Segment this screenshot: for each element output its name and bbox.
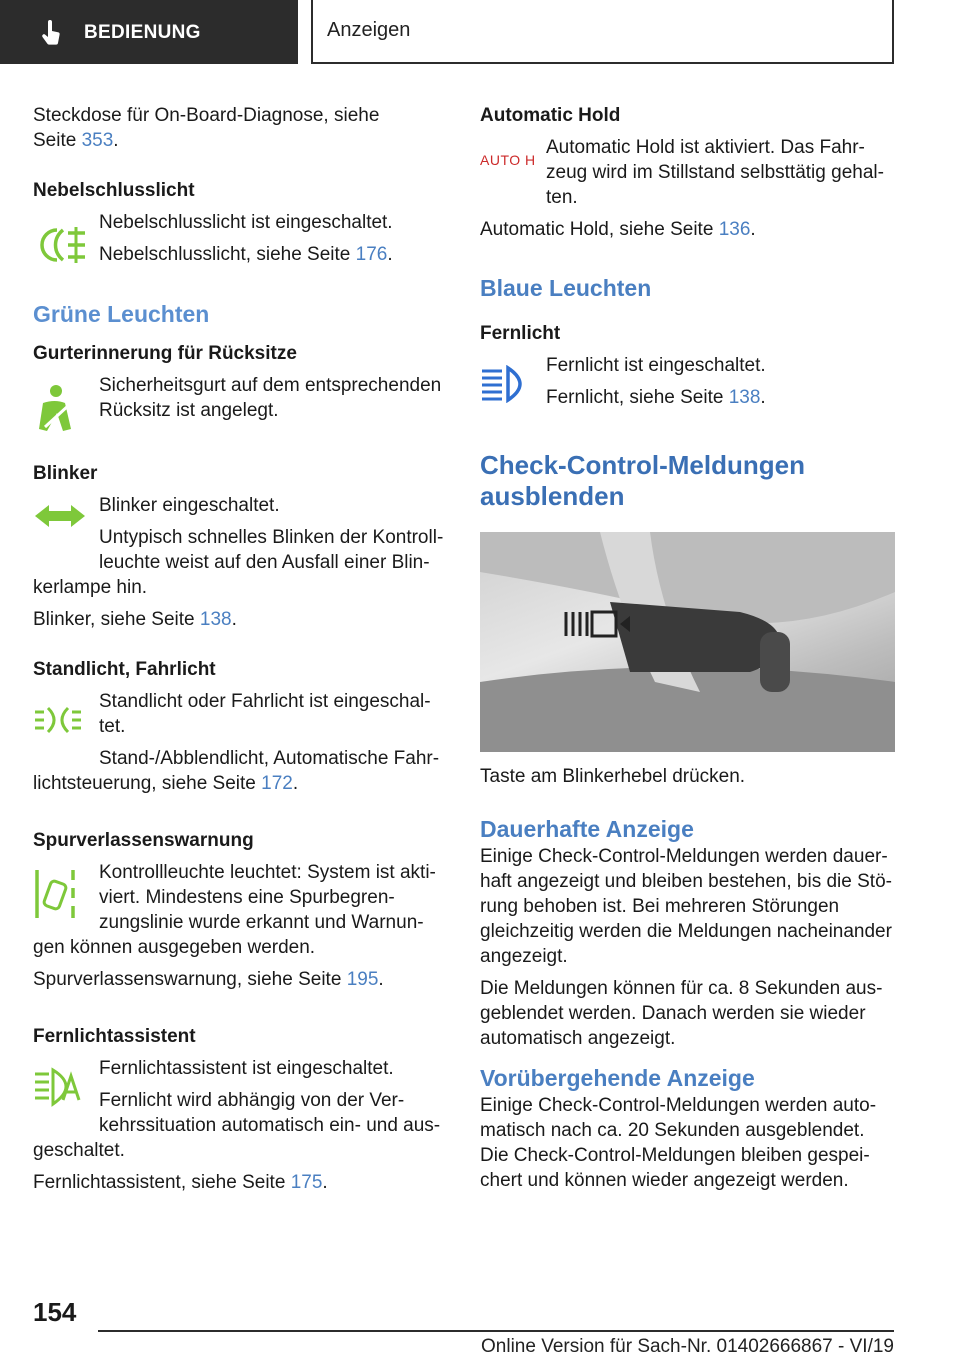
dauer-heading: Dauerhafte Anzeige [480,816,694,842]
vor-text-4: chert und können wieder angezeigt werden. [480,1170,849,1191]
page-link-138b[interactable]: 138 [728,387,761,408]
fern-text-2: Fernlicht wird abhängig von der Ver- [99,1090,405,1111]
spur-text-3: zungslinie wurde erkannt und Warnun- [99,912,424,933]
page-link-195[interactable]: 195 [346,969,379,990]
fernlicht-ref: Fernlicht, siehe Seite 138. [546,387,766,408]
fernlicht-entry [480,353,896,410]
nebel-text-2: Nebelschlusslicht, siehe Seite 176. [99,244,393,265]
spur-entry [33,860,447,935]
cc-heading-2: ausblenden [480,481,625,511]
dauer-text-1: Einige Check-Control-Meldungen werden dauer- [480,846,888,867]
dauer-text-2: haft angezeigt und bleiben bestehen, bis die Stö- [480,871,892,892]
blinker-text-1: Blinker eingeschaltet. [99,495,280,516]
fern-text-1: Fernlichtassistent ist eingeschaltet. [99,1058,394,1079]
hold-title: Automatic Hold [480,105,621,126]
page-link-136[interactable]: 136 [718,219,751,240]
high-beam-assistant-icon [33,1066,83,1110]
vor-text-2: matisch nach ca. 20 Sekunden ausgeblendet. [480,1120,865,1141]
page-link-353[interactable]: 353 [81,130,114,151]
parking-light-icon [33,705,83,735]
vor-text-1: Einige Check-Control-Meldungen werden auto- [480,1095,877,1116]
section-tab [0,0,298,64]
vor-heading: Vorübergehende Anzeige [480,1065,755,1091]
gurt-title: Gurterinnerung für Rücksitze [33,343,297,364]
spur-ref: Spurverlassenswarnung, siehe Seite 195. [33,969,384,990]
dauer-text-4: gleichzeitig werden die Meldungen nacheinander [480,921,892,942]
fern-text-4: geschaltet. [33,1140,125,1161]
stand-ref: lichtsteuerung, siehe Seite 172. [33,773,299,794]
stand-text-2: tet. [99,716,126,737]
hold-text-3: ten. [546,187,578,208]
cc-heading-1: Check-Control-Meldungen [480,450,805,480]
footer-text: Online Version für Sach-Nr. 01402666867 - VI/19 [481,1336,894,1357]
fernlicht-text-1: Fernlicht ist eingeschaltet. [546,355,766,376]
dauer-text-3: rung behoben ist. Bei mehreren Störungen [480,896,840,917]
hold-ref: Automatic Hold, siehe Seite 136. [480,219,756,240]
hold-text-1: Automatic Hold ist aktiviert. Das Fahr- [546,137,865,158]
page-link-176[interactable]: 176 [355,244,388,265]
spur-title: Spurverlassenswarnung [33,830,254,851]
page-link-175[interactable]: 175 [290,1172,323,1193]
high-beam-icon [480,365,532,403]
vor-text-3: Die Check-Control-Meldungen bleiben gespei- [480,1145,870,1166]
blinker-text-2: Untypisch schnelles Blinken der Kontroll- [99,527,444,548]
green-lights-heading: Grüne Leuchten [33,301,210,327]
seatbelt-icon [33,383,77,435]
hand-pointer-icon [40,20,64,46]
dauer-text-8: automatisch angezeigt. [480,1028,676,1049]
blinker-lever-photo [480,532,895,752]
gurt-entry [33,373,447,423]
fern-text-3: kehrssituation automatisch ein- und aus- [99,1115,441,1136]
spur-text-2: viert. Mindestens eine Spurbegren- [99,887,395,908]
stand-title: Standlicht, Fahrlicht [33,659,216,680]
blinker-ref: Blinker, siehe Seite 138. [33,609,237,630]
page-number: 154 [33,1297,77,1327]
dauer-text-6: Die Meldungen können für ca. 8 Sekunden aus- [480,978,883,999]
gurt-text-2: Rücksitz ist angelegt. [99,400,279,421]
spur-text-1: Kontrollleuchte leuchtet: System ist akti- [99,862,436,883]
left-column [33,103,447,1195]
fern-title: Fernlichtassistent [33,1026,196,1047]
blinker-entry [33,493,447,575]
blinker-text-4: kerlampe hin. [33,577,148,598]
auto-hold-icon: AUTO H [480,152,536,168]
nebel-title: Nebelschlusslicht [33,180,195,201]
page-link-172[interactable]: 172 [261,773,293,794]
blinker-title: Blinker [33,463,98,484]
fern-entry [33,1056,447,1138]
nebel-text-1: Nebelschlusslicht ist eingeschaltet. [99,212,393,233]
section-label: BEDIENUNG [84,22,201,43]
fern-ref: Fernlichtassistent, siehe Seite 175. [33,1172,328,1193]
hold-text-2: zeug wird im Stillstand selbsttätig gehal- [546,162,884,183]
fernlicht-title: Fernlicht [480,323,561,344]
hold-entry [480,135,896,210]
page-header [311,0,894,64]
page-link-138[interactable]: 138 [199,609,232,630]
turn-signal-icon [33,499,87,533]
blinker-text-3: leuchte weist auf den Ausfall einer Blin- [99,552,430,573]
gurt-text-1: Sicherheitsgurt auf dem entsprechenden [99,375,442,396]
right-column [480,103,896,1193]
dauer-text-7: geblendet werden. Danach werden sie wieder [480,1003,866,1024]
stand-text-1: Standlicht oder Fahrlicht ist eingeschal- [99,691,431,712]
photo-caption: Taste am Blinkerhebel drücken. [480,766,746,787]
stand-text-3: Stand-/Abblendlicht, Automatische Fahr- [99,748,440,769]
nebel-entry [33,210,447,267]
page-title: Anzeigen [327,19,411,41]
intro-paragraph: Steckdose für On-Board-Diagnose, siehe Seite 353. [33,105,380,151]
spur-text-4: gen können ausgegeben werden. [33,937,316,958]
stand-entry [33,689,447,771]
rear-fog-light-icon [33,224,87,266]
dauer-text-5: angezeigt. [480,946,568,967]
lever-illustration [480,532,895,752]
lane-departure-icon [33,868,77,920]
blue-lights-heading: Blaue Leuchten [480,275,652,301]
footer-divider [98,1330,894,1332]
